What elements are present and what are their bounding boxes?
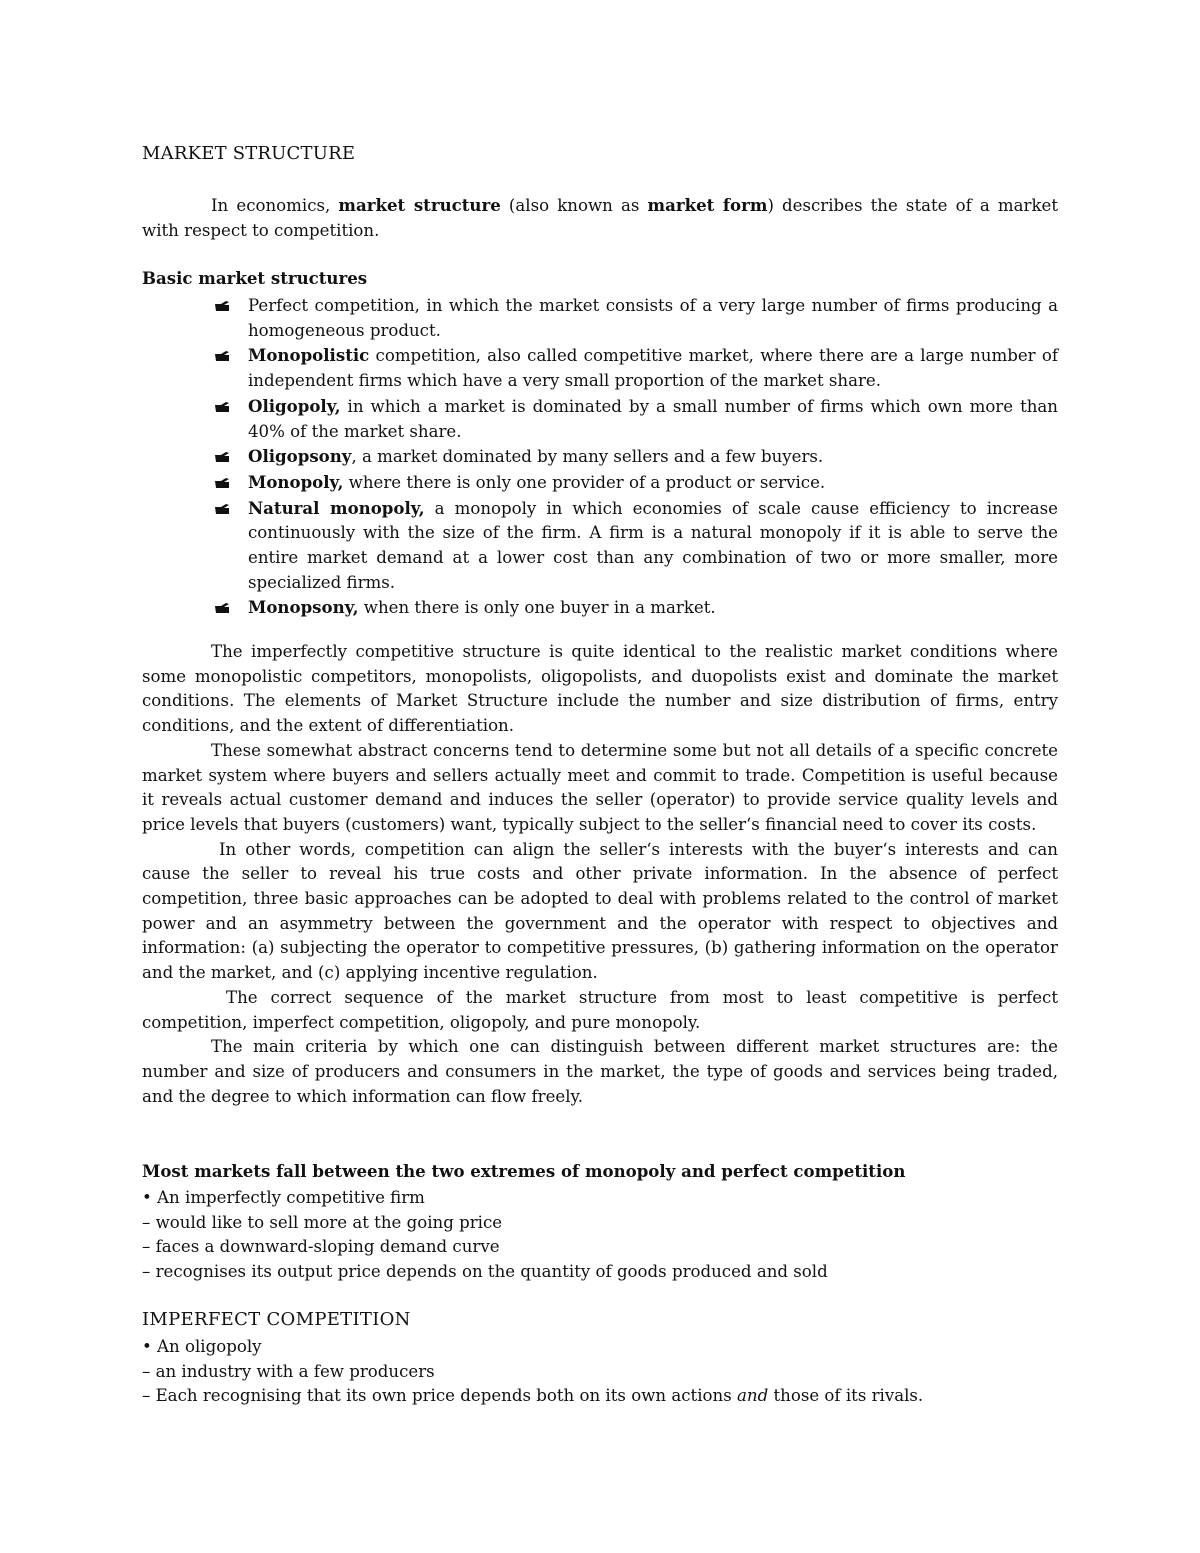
bullet-text: when there is only one buyer in a market. — [358, 598, 716, 618]
pointing-hand-icon — [214, 503, 230, 515]
bullet-text: in which a market is dominated by a small number of firms which own more than 40% of the market share. — [248, 396, 1058, 441]
pointing-hand-icon — [214, 451, 230, 463]
intro-text-2: (also known as — [500, 196, 648, 215]
pointing-hand-icon — [214, 401, 230, 413]
list-line: – recognises its output price depends on the quantity of goods produced and sold — [142, 1262, 828, 1282]
imperfect-firm-list — [142, 1186, 828, 1285]
body-paragraphs — [142, 640, 1058, 1109]
pointing-hand-icon — [214, 350, 230, 362]
bullet-text: competition, also called competitive market, where there are a large number of independent firms which have a very small proportion of the market share. — [248, 346, 1058, 391]
bullet-text: a monopoly in which economies of scale cause efficiency to increase continuously with the size of the firm. A firm is a natural monopoly if it is able to serve the entire market demand at a lower cost than any combination of two or more smaller, more specialized firms. — [248, 498, 1058, 592]
list-line: • An oligopoly — [142, 1337, 262, 1356]
intro-text-3: ) describes the state of a market with respect to competition. — [142, 196, 1059, 240]
list-item — [214, 293, 1058, 343]
intro-term-market-structure: market structure — [338, 195, 501, 215]
paragraph-abstract-concerns: These somewhat abstract concerns tend to determine some but not all details of a specific concrete market system where buyers and sellers actually meet and commit to trade. Competition is useful because it reveals actual customer demand and induces the seller (operator) to provide service quality levels and price levels that buyers (customers) want, typically subject to the seller‘s financial need to cover its costs. — [142, 740, 1058, 834]
market-structures-list — [214, 293, 1058, 621]
list-line: • An imperfectly competitive firm — [142, 1188, 425, 1207]
last-line-text-2: those of its rivals. — [768, 1386, 924, 1406]
last-line-text-1: – Each recognising that its own price depends both on its own actions — [142, 1386, 737, 1406]
list-line: – faces a downward-sloping demand curve — [142, 1237, 500, 1257]
intro-term-market-form: market form — [647, 195, 768, 215]
last-line-italic: and — [737, 1386, 769, 1406]
list-item — [214, 496, 1058, 596]
list-item — [214, 394, 1058, 444]
bullet-text: , a market dominated by many sellers and a few buyers. — [351, 447, 824, 467]
paragraph-correct-sequence: The correct sequence of the market structure from most to least competitive is perfect competition, imperfect competition, oligopoly, and pure monopoly. — [142, 987, 1058, 1032]
list-item — [214, 343, 1058, 393]
pointing-hand-icon — [214, 477, 230, 489]
bullet-term: Natural monopoly, — [248, 497, 425, 518]
paragraph-imperfect-structure: The imperfectly competitive structure is quite identical to the realistic market conditions where some monopolistic competitors, monopolists, oligopolists, and duopolists exist and dominate the market conditions. The elements of Market Structure include the number and size distribution of firms, entry conditions, and the extent of differentiation. — [142, 642, 1058, 736]
list-item — [214, 595, 1058, 621]
pointing-hand-icon — [214, 300, 230, 312]
list-line-last — [142, 1384, 923, 1409]
oligopoly-list — [142, 1335, 923, 1409]
paragraph-main-criteria: The main criteria by which one can distinguish between different market structures are: the number and size of producers and consumers in the market, the type of goods and services being traded, and the degree to which information can flow freely. — [142, 1037, 1058, 1106]
list-item — [214, 444, 1058, 470]
pointing-hand-icon — [214, 602, 230, 614]
bullet-term: Monopolistic — [248, 345, 370, 366]
list-item — [214, 470, 1058, 496]
bullet-term: Oligopoly, — [248, 395, 341, 416]
imperfect-competition-heading: IMPERFECT COMPETITION — [142, 1309, 411, 1330]
basic-structures-heading: Basic market structures — [142, 268, 368, 288]
bullet-text: Perfect competition, in which the market consists of a very large number of firms producing a homogeneous product. — [248, 296, 1058, 340]
intro-text-1: In economics, — [211, 196, 339, 215]
bullet-text: where there is only one provider of a product or service. — [343, 472, 826, 492]
intro-paragraph — [142, 193, 1058, 243]
list-line: – an industry with a few producers — [142, 1361, 435, 1381]
bullet-term: Monopoly, — [248, 471, 344, 492]
most-markets-heading: Most markets fall between the two extremes of monopoly and perfect competition — [142, 1161, 906, 1181]
bullet-term: Oligopsony — [248, 446, 352, 467]
paragraph-other-words: In other words, competition can align the seller‘s interests with the buyer‘s interests and can cause the seller to reveal his true costs and other private information. In the absence of perfect competition, three basic approaches can be adopted to deal with problems related to the control of market power and an asymmetry between the government and the operator with respect to objectives and information: (a) subjecting the operator to competitive pressures, (b) gathering information on the operator and the market, and (c) applying incentive regulation. — [142, 839, 1058, 983]
list-line: – would like to sell more at the going price — [142, 1212, 503, 1232]
bullet-term: Monopsony, — [248, 597, 359, 618]
page-title: MARKET STRUCTURE — [142, 143, 356, 164]
